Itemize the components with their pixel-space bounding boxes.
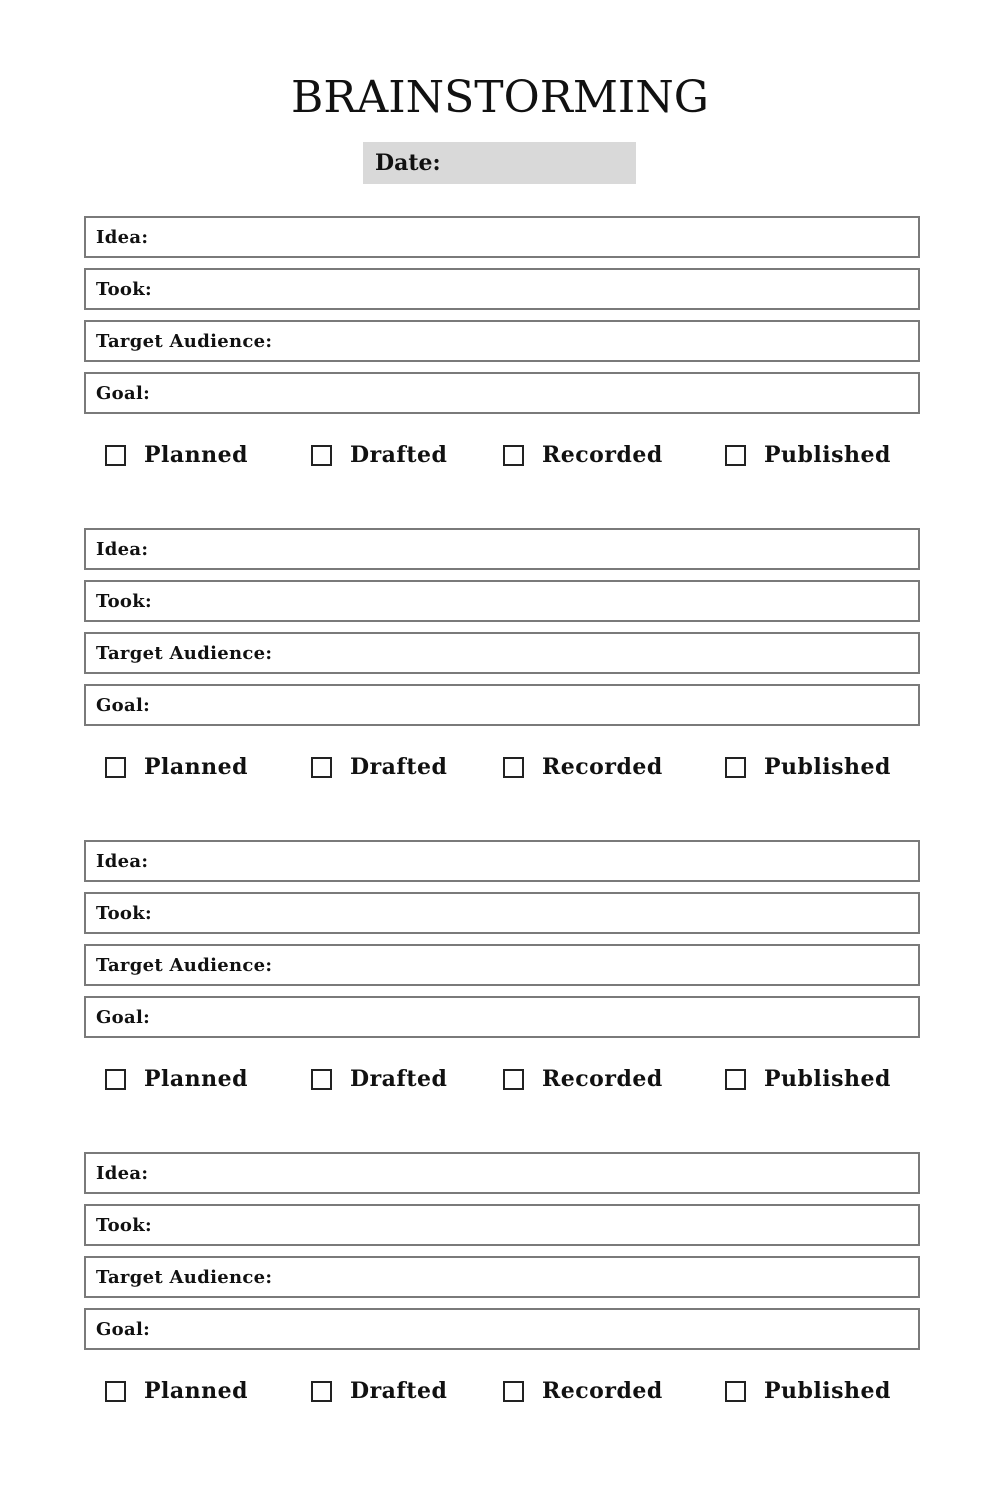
goal-field[interactable] bbox=[84, 996, 920, 1038]
status-drafted[interactable] bbox=[311, 1062, 447, 1096]
status-published[interactable] bbox=[725, 438, 891, 472]
goal-label: Goal: bbox=[96, 1318, 151, 1340]
status-drafted[interactable] bbox=[311, 1374, 447, 1408]
published-label: Published bbox=[764, 754, 891, 780]
status-drafted[interactable] bbox=[311, 750, 447, 784]
took-field[interactable] bbox=[84, 1204, 920, 1246]
status-drafted[interactable] bbox=[311, 438, 447, 472]
recorded-checkbox[interactable] bbox=[503, 445, 524, 466]
drafted-label: Drafted bbox=[350, 1378, 448, 1404]
recorded-label: Recorded bbox=[542, 754, 663, 780]
planned-label: Planned bbox=[144, 754, 249, 780]
goal-field[interactable] bbox=[84, 684, 920, 726]
drafted-label: Drafted bbox=[350, 1066, 448, 1092]
idea-label: Idea: bbox=[96, 850, 149, 872]
planned-label: Planned bbox=[144, 1378, 249, 1404]
planned-label: Planned bbox=[144, 442, 249, 468]
published-checkbox[interactable] bbox=[725, 757, 746, 778]
published-checkbox[interactable] bbox=[725, 445, 746, 466]
goal-field[interactable] bbox=[84, 1308, 920, 1350]
status-recorded[interactable] bbox=[503, 750, 663, 784]
status-published[interactable] bbox=[725, 1062, 891, 1096]
idea-field[interactable] bbox=[84, 840, 920, 882]
recorded-label: Recorded bbox=[542, 1066, 663, 1092]
took-field[interactable] bbox=[84, 268, 920, 310]
planned-checkbox[interactable] bbox=[105, 445, 126, 466]
idea-field[interactable] bbox=[84, 216, 920, 258]
target-audience-field[interactable] bbox=[84, 320, 920, 362]
target-audience-field[interactable] bbox=[84, 944, 920, 986]
status-published[interactable] bbox=[725, 750, 891, 784]
published-label: Published bbox=[764, 1066, 891, 1092]
idea-field[interactable] bbox=[84, 528, 920, 570]
status-planned[interactable] bbox=[105, 438, 248, 472]
planned-checkbox[interactable] bbox=[105, 757, 126, 778]
idea-label: Idea: bbox=[96, 226, 149, 248]
took-field[interactable] bbox=[84, 580, 920, 622]
took-label: Took: bbox=[96, 278, 152, 300]
status-row bbox=[84, 1374, 920, 1408]
drafted-label: Drafted bbox=[350, 754, 448, 780]
idea-label: Idea: bbox=[96, 538, 149, 560]
target-audience-label: Target Audience: bbox=[96, 954, 273, 976]
status-planned[interactable] bbox=[105, 750, 248, 784]
target-audience-field[interactable] bbox=[84, 1256, 920, 1298]
target-audience-field[interactable] bbox=[84, 632, 920, 674]
date-field[interactable] bbox=[363, 142, 636, 184]
recorded-checkbox[interactable] bbox=[503, 1069, 524, 1090]
status-recorded[interactable] bbox=[503, 1062, 663, 1096]
drafted-checkbox[interactable] bbox=[311, 1381, 332, 1402]
goal-field[interactable] bbox=[84, 372, 920, 414]
planned-label: Planned bbox=[144, 1066, 249, 1092]
status-recorded[interactable] bbox=[503, 1374, 663, 1408]
goal-label: Goal: bbox=[96, 694, 151, 716]
status-row bbox=[84, 750, 920, 784]
took-field[interactable] bbox=[84, 892, 920, 934]
status-row bbox=[84, 438, 920, 472]
drafted-checkbox[interactable] bbox=[311, 757, 332, 778]
status-published[interactable] bbox=[725, 1374, 891, 1408]
date-label: Date: bbox=[375, 150, 441, 176]
took-label: Took: bbox=[96, 902, 152, 924]
goal-label: Goal: bbox=[96, 382, 151, 404]
published-checkbox[interactable] bbox=[725, 1069, 746, 1090]
idea-field[interactable] bbox=[84, 1152, 920, 1194]
drafted-checkbox[interactable] bbox=[311, 445, 332, 466]
recorded-label: Recorded bbox=[542, 442, 663, 468]
recorded-label: Recorded bbox=[542, 1378, 663, 1404]
target-audience-label: Target Audience: bbox=[96, 642, 273, 664]
target-audience-label: Target Audience: bbox=[96, 1266, 273, 1288]
idea-label: Idea: bbox=[96, 1162, 149, 1184]
status-planned[interactable] bbox=[105, 1062, 248, 1096]
recorded-checkbox[interactable] bbox=[503, 757, 524, 778]
target-audience-label: Target Audience: bbox=[96, 330, 273, 352]
drafted-checkbox[interactable] bbox=[311, 1069, 332, 1090]
status-planned[interactable] bbox=[105, 1374, 248, 1408]
recorded-checkbox[interactable] bbox=[503, 1381, 524, 1402]
published-checkbox[interactable] bbox=[725, 1381, 746, 1402]
goal-label: Goal: bbox=[96, 1006, 151, 1028]
published-label: Published bbox=[764, 442, 891, 468]
took-label: Took: bbox=[96, 1214, 152, 1236]
status-recorded[interactable] bbox=[503, 438, 663, 472]
drafted-label: Drafted bbox=[350, 442, 448, 468]
planned-checkbox[interactable] bbox=[105, 1381, 126, 1402]
status-row bbox=[84, 1062, 920, 1096]
planned-checkbox[interactable] bbox=[105, 1069, 126, 1090]
page-title: BRAINSTORMING bbox=[291, 72, 709, 123]
published-label: Published bbox=[764, 1378, 891, 1404]
took-label: Took: bbox=[96, 590, 152, 612]
